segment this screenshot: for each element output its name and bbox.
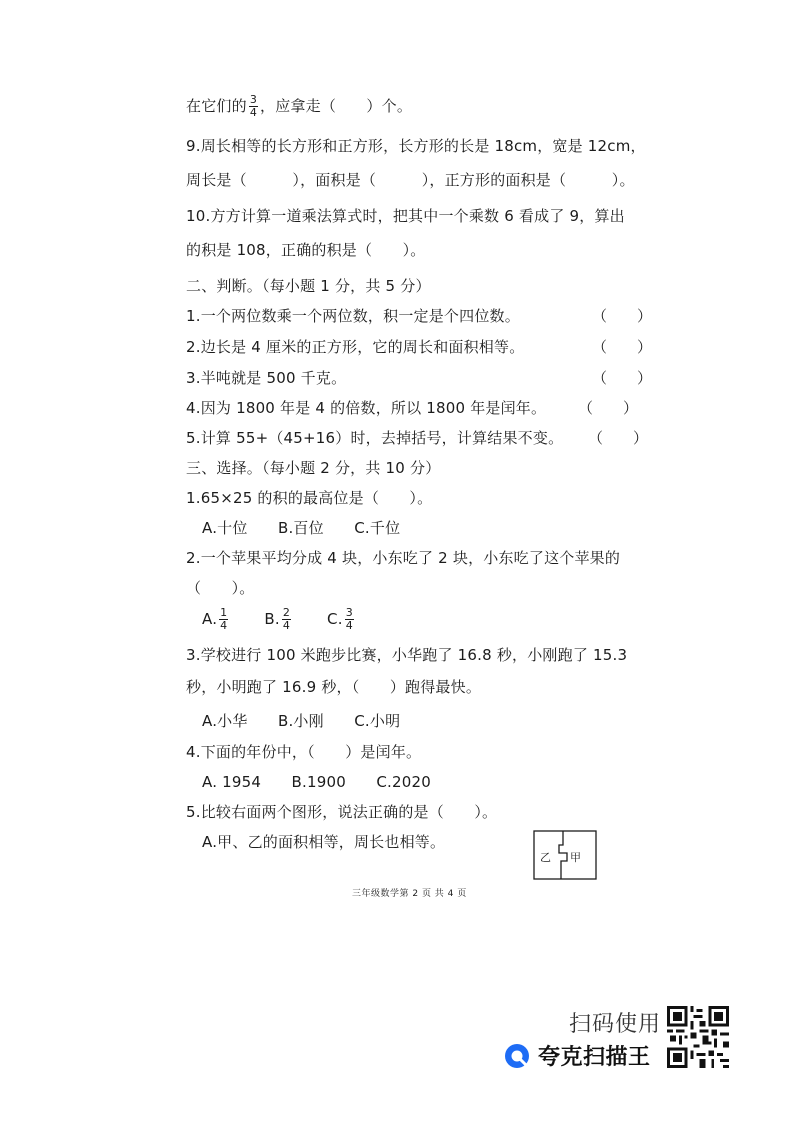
brand-name: 夸克扫描王: [538, 1045, 651, 1070]
choice-question-2: 2.一个苹果平均分成 4 块，小东吃了 2 块，小东吃了这个苹果的: [186, 549, 621, 567]
judge-bracket-4: （ ）: [578, 399, 639, 417]
fraction-three-quarters-option: $\frac{3}{4}$: [345, 606, 353, 632]
choice-question-5: 5.比较右面两个图形，说法正确的是（ ）。: [186, 803, 498, 821]
fraction-one-quarter: $\frac{1}{4}$: [220, 606, 228, 632]
scan-to-use-text: 扫码使用: [569, 1012, 662, 1037]
scanner-brand: [504, 1040, 651, 1071]
question-10-line-1: 10.方方计算一道乘法算式时，把其中一个乘数 6 看成了 9，算出: [186, 207, 625, 225]
question-9-line-1: 9.周长相等的长方形和正方形，长方形的长是 18cm，宽是 12cm，: [186, 137, 646, 155]
section-2-heading: 二、判断。（每小题 1 分，共 5 分）: [186, 277, 431, 295]
choice-1-options: A.十位 B.百位 C.千位: [202, 519, 401, 537]
choice-question-3-line-2: 秒，小明跑了 16.9 秒，（ ）跑得最快。: [186, 678, 482, 696]
figure-label-yi: 乙: [540, 851, 551, 864]
judge-item-4: 4.因为 1800 年是 4 的倍数，所以 1800 年是闰年。: [186, 399, 547, 417]
judge-bracket-2: （ ）: [592, 338, 653, 356]
fraction-two-quarters: $\frac{2}{4}$: [282, 606, 291, 632]
question-8-continued: 在它们的 $\frac{3}{4}$ ，应拿走（ ）个。: [186, 93, 413, 119]
judge-bracket-3: （ ）: [592, 369, 653, 387]
quark-logo-icon: [504, 1043, 530, 1069]
section-3-heading: 三、选择。（每小题 2 分，共 10 分）: [186, 459, 441, 477]
choice-question-4: 4.下面的年份中，（ ）是闰年。: [186, 743, 422, 761]
qr-code-icon[interactable]: [667, 1006, 729, 1068]
judge-item-5: 5.计算 55+（45+16）时，去掉括号，计算结果不变。: [186, 429, 564, 447]
figure-jia-yi: [533, 830, 597, 880]
fraction-three-quarters: $\frac{3}{4}$: [249, 93, 258, 119]
judge-bracket-5: （ ）: [588, 429, 649, 447]
choice-2-options: A. $\frac{1}{4}$ B. $\frac{2}{4}$ C. $\frac{3}{4}$: [202, 606, 353, 632]
page-footer: 三年级数学第 2 页 共 4 页: [352, 889, 467, 899]
choice-5-option-a: A.甲、乙的面积相等，周长也相等。: [202, 833, 446, 851]
judge-item-1: 1.一个两位数乘一个两位数，积一定是个四位数。: [186, 307, 520, 325]
judge-item-2: 2.边长是 4 厘米的正方形，它的周长和面积相等。: [186, 338, 525, 356]
figure-label-jia: 甲: [570, 851, 581, 864]
question-9-line-2: 周长是（ ），面积是（ ），正方形的面积是（ ）。: [186, 171, 635, 189]
judge-bracket-1: （ ）: [592, 307, 653, 325]
judge-item-3: 3.半吨就是 500 千克。: [186, 369, 347, 387]
choice-question-2-bracket: （ ）。: [186, 579, 255, 597]
choice-3-options: A.小华 B.小刚 C.小明: [202, 712, 401, 730]
question-10-line-2: 的积是 108，正确的积是（ ）。: [186, 241, 426, 259]
choice-question-3-line-1: 3.学校进行 100 米跑步比赛，小华跑了 16.8 秒，小刚跑了 15.3: [186, 646, 628, 664]
choice-question-1: 1.65×25 的积的最高位是（ ）。: [186, 489, 433, 507]
choice-4-options: A. 1954 B.1900 C.2020: [202, 773, 431, 791]
